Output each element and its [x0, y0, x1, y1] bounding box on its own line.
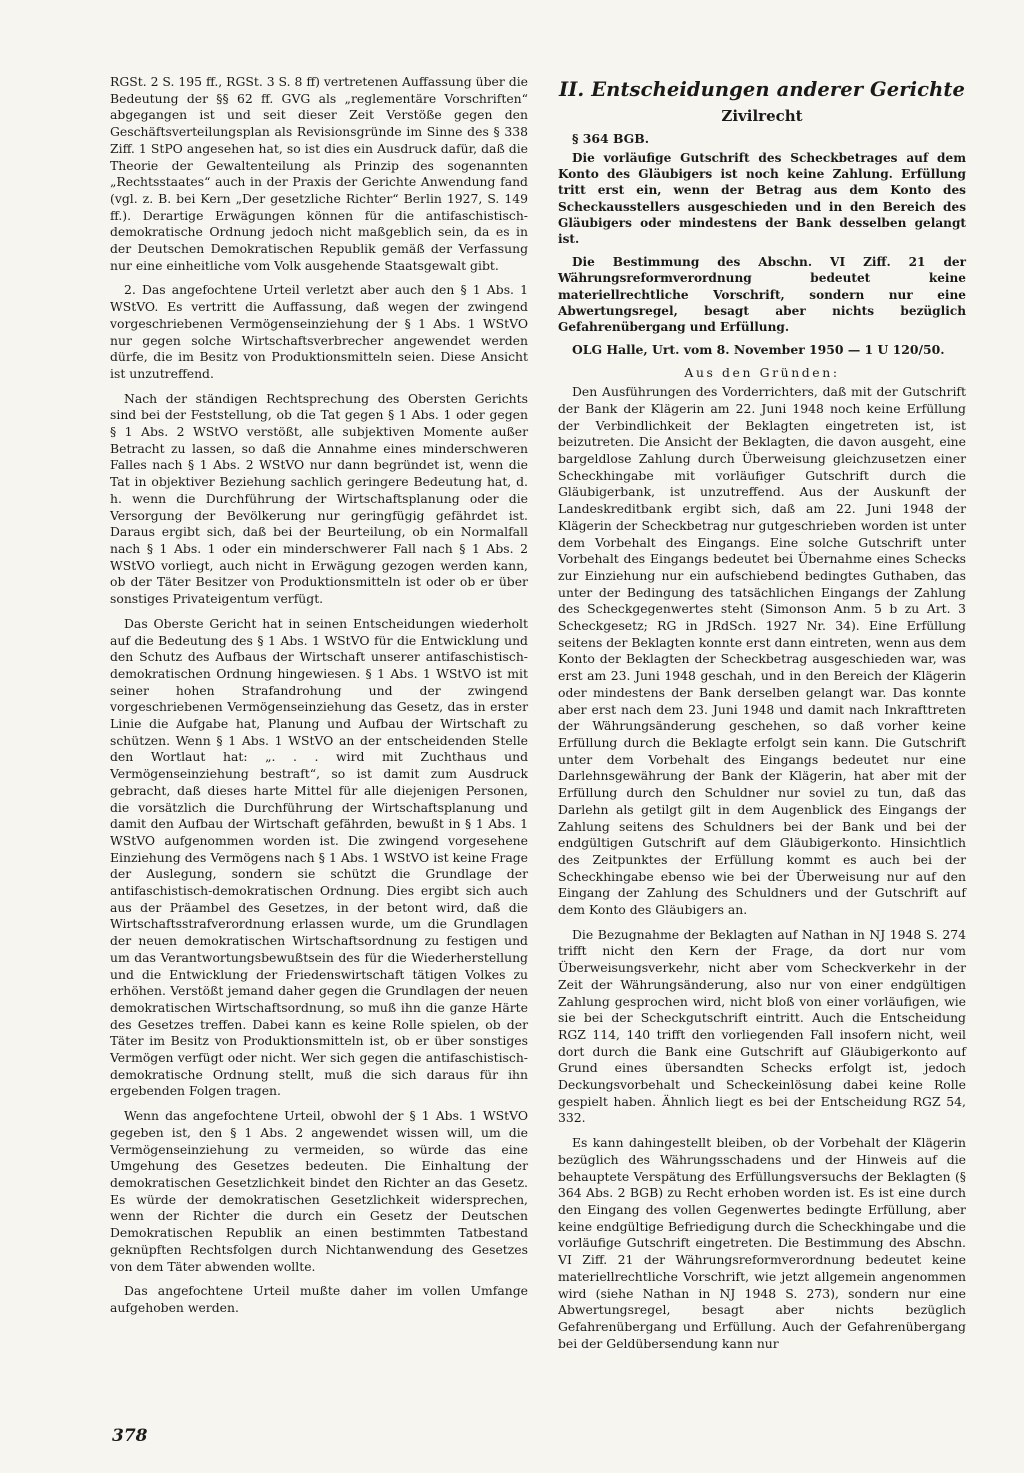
section-heading: II. Entscheidungen anderer Gerichte	[558, 78, 965, 101]
left-column	[110, 74, 528, 1325]
court-reference: OLG Halle, Urt. vom 8. November 1950 — 1 U 120/50.	[572, 342, 945, 358]
left-paragraph-5: Wenn das angefochtene Urteil, obwohl der § 1 Abs. 1 WStVO gegeben ist, den § 1 Abs. 2 angewendet wissen will, um die Vermögenseinziehung zu vermeiden, so würde das eine Umgehung des Gesetzes bedeuten. Die Einhaltung der demokratischen Gesetzlichkeit bindet den Richter an das Gesetz. Es würde der demokratischen Gesetzlichkeit widersprechen, wenn der Richter die durch ein Gesetz der Deutschen Demokratischen Republik an einen bestimmten Tatbestand geknüpften Rechtsfolgen durch Nichtanwendung des Gesetzes von dem Täter abwenden wollte.	[110, 1108, 528, 1274]
left-paragraph-2: 2. Das angefochtene Urteil verletzt aber auch den § 1 Abs. 1 WStVO. Es vertritt die Auffassung, daß wegen der zwingend vorgeschriebenen Vermögenseinziehung der § 1 Abs. 1 WStVO nur gegen solche Wirtschaftsverbrecher angewendet werden dürfe, die im Besitz von Produktionsmitteln seien. Diese Ansicht ist unzutreffend.	[110, 282, 528, 381]
right-paragraph-3: Es kann dahingestellt bleiben, ob der Vorbehalt der Klägerin bezüglich des Währungsschadens und der Hinweis auf die behauptete Verspätung des Erfüllungsversuchs der Beklagten (§ 364 Abs. 2 BGB) zu Recht erhoben worden ist. Es ist eine durch den Eingang des vollen Gegenwertes bedingte Erfüllung, aber keine endgültige Befriedigung durch die Scheckhingabe und die vorläufige Gutschrift eingetreten. Die Bestimmung des Abschn. VI Ziff. 21 der Währungsreformverordnung bedeutet keine materiellrechtliche Vorschrift, wie jetzt allgemein angenommen wird (siehe Nathan in NJ 1948 S. 273), sondern nur eine Abwertungsregel, besagt aber nichts bezüglich Gefahrenübergang und Erfüllung. Auch der Gefahrenübergang bei der Geldübersendung kann nur	[558, 1135, 966, 1351]
right-paragraph-2: Die Bezugnahme der Beklagten auf Nathan in NJ 1948 S. 274 trifft nicht den Kern der Frage, da dort nur vom Überweisungsverkehr, nicht aber vom Scheckverkehr in der Zeit der Währungsänderung, also nur von einer endgültigen Zahlung gesprochen wird, nicht bloß von einer vorläufigen, wie sie bei der Scheckgutschrift eintritt. Auch die Entscheidung RGZ 114, 140 trifft den vorliegenden Fall insofern nicht, weil dort durch die Bank eine Gutschrift auf Gläubigerkonto auf Grund eines übersandten Schecks erfolgt ist, jedoch Deckungsvorbehalt und Scheckeinlösung dabei keine Rolle gespielt haben. Ähnlich liegt es bei der Entscheidung RGZ 54, 332.	[558, 926, 966, 1126]
right-column	[558, 74, 966, 1360]
right-paragraph-1: Den Ausführungen des Vorderrichters, daß mit der Gutschrift der Bank der Klägerin am 22. Juni 1948 noch keine Erfüllung der Verbindlichkeit der Beklagten eingetreten ist, ist beizutreten. Die Ansicht der Beklagten, die davon ausgeht, eine bargeldlose Zahlung durch Überweisung gleichzusetzen einer Scheckhingabe mit vorläufiger Gutschrift durch die Gläubigerbank, ist unzutreffend. Aus der Auskunft der Landeskreditbank ergibt sich, daß am 22. Juni 1948 der Klägerin der Scheckbetrag nur gutgeschrieben worden ist unter dem Vorbehalt des Eingangs. Eine solche Gutschrift unter Vorbehalt des Eingangs bedeutet bei Übernahme eines Schecks zur Einziehung nur ein aufschiebend bedingtes Guthaben, das unter der Bedingung des tatsächlichen Eingangs der Zahlung des Scheckgegenwertes steht (Simonson Anm. 5 b zu Art. 3 Scheckgesetz; RG in JRdSch. 1927 Nr. 34). Eine Erfüllung seitens der Beklagten konnte erst dann eintreten, wenn aus dem Konto der Beklagten der Scheckbetrag ausgeschieden war, was erst am 23. Juni 1948 geschah, und in den Bereich der Klägerin oder mindestens der Bank derselben gelangt war. Das konnte aber erst nach dem 23. Juni 1948 und damit nach Inkrafttreten der Währungsänderung geschehen, so daß vorher keine Erfüllung durch die Beklagte erfolgt sein kann. Die Gutschrift unter dem Vorbehalt des Eingangs bedeutet nur eine Darlehnsgewährung der Bank der Klägerin, hat aber mit der Erfüllung durch den Schuldner nur soviel zu tun, daß das Darlehn als getilgt gilt in dem Augenblick des Eingangs der Zahlung seitens des Schuldners bei der Bank und bei der endgültigen Gutschrift auf dem Gläubigerkonto. Hinsichtlich des Zeitpunktes der Erfüllung kommt es auch bei der Scheckhingabe ebenso wie bei der Überweisung nur auf den Eingang der Zahlung des Schuldners und der Gutschrift auf dem Konto des Gläubigers an.	[558, 384, 966, 918]
headnote-1: Die vorläufige Gutschrift des Scheckbetrages auf dem Konto des Gläubigers ist noch keine Zahlung. Erfüllung tritt erst ein, wenn der Betrag aus dem Konto des Scheckausstellers ausgeschieden und in den Bereich des Gläubigers oder mindestens der Bank desselben gelangt ist.	[558, 151, 966, 247]
sub-heading: Zivilrecht	[721, 107, 803, 125]
page-number: 378	[112, 1426, 148, 1446]
reasons-heading: Aus den Gründen:	[684, 365, 840, 381]
headnote-2: Die Bestimmung des Abschn. VI Ziff. 21 der Währungsreformverordnung bedeutet keine materiellrechtliche Vorschrift, sondern nur eine Abwertungsregel, besagt aber nichts bezüglich Gefahrenübergang und Erfüllung.	[558, 255, 966, 335]
left-paragraph-3: Nach der ständigen Rechtsprechung des Obersten Gerichts sind bei der Feststellung, ob die Tat gegen § 1 Abs. 1 oder gegen § 1 Abs. 2 WStVO verstößt, alle subjektiven Momente außer Betracht zu lassen, so daß die Annahme eines minderschweren Falles nach § 1 Abs. 2 WStVO nur dann begründet ist, wenn die Tat in objektiver Beziehung sachlich geringere Bedeutung hat, d. h. wenn die Durchführung der Wirtschaftsplanung oder die Versorgung der Bevölkerung nur geringfügig gefährdet ist. Daraus ergibt sich, daß bei der Beurteilung, ob ein Normalfall nach § 1 Abs. 1 oder ein minderschwerer Fall nach § 1 Abs. 2 WStVO vorliegt, auch nicht in Erwägung gezogen werden kann, ob der Täter Besitzer von Produktionsmitteln ist oder ob er über sonstiges Privateigentum verfügt.	[110, 390, 528, 607]
left-paragraph-6: Das angefochtene Urteil mußte daher im vollen Umfange aufgehoben werden.	[110, 1283, 528, 1315]
statute-citation: § 364 BGB.	[572, 131, 650, 146]
left-paragraph-1: RGSt. 2 S. 195 ff., RGSt. 3 S. 8 ff) vertretenen Auffassung über die Bedeutung der §§ 62 ff. GVG als „reglementäre Vorschriften“ abgegangen ist und seit dieser Zeit Verstöße gegen den Geschäftsverteilungsplan als Revisionsgründe im Sinne des § 338 Ziff. 1 StPO angesehen hat, so ist dies ein Ausdruck dafür, daß die Theorie der Gewaltenteilung als Prinzip des sogenannten „Rechtsstaates“ auch in der Praxis der Gerichte Anwendung fand (vgl. z. B. bei Kern „Der gesetzliche Richter“ Berlin 1927, S. 149 ff.). Derartige Erwägungen können für die antifaschistisch-demokratische Ordnung jedoch nicht maßgeblich sein, da es in der Deutschen Demokratischen Republik gemäß der Verfassung nur eine einheitliche vom Volk ausgehende Staatsgewalt gibt.	[110, 74, 528, 273]
left-paragraph-4: Das Oberste Gericht hat in seinen Entscheidungen wiederholt auf die Bedeutung des § 1 Abs. 1 WStVO für die Entwicklung und den Schutz des Aufbaus der Wirtschaft unserer antifaschistisch-demokratischen Ordnung hingewiesen. § 1 Abs. 1 WStVO ist mit seiner hohen Strafandrohung und der zwingend vorgeschriebenen Vermögenseinziehung das Gesetz, das in erster Linie die Aufgabe hat, Planung und Aufbau der Wirtschaft zu schützen. Wenn § 1 Abs. 1 WStVO an der entscheidenden Stelle den Wortlaut hat: „. . . wird mit Zuchthaus und Vermögenseinziehung bestraft“, so ist damit zum Ausdruck gebracht, daß dieses harte Mittel für alle diejenigen Personen, die vorsätzlich die Durchführung der Wirtschaftsplanung und damit den Aufbau der Wirtschaft gefährden, bewußt in § 1 Abs. 1 WStVO aufgenommen worden ist. Die zwingend vorgesehene Einziehung des Vermögens nach § 1 Abs. 1 WStVO ist keine Frage der Auslegung, sondern sie schützt die Grundlage der antifaschistisch-demokratischen Ordnung. Dies ergibt sich auch aus der Präambel des Gesetzes, in der betont wird, daß die Wirtschaftsstrafverordnung erlassen wurde, um die Grundlagen der neuen demokratischen Wirtschaftsordnung zu festigen und um das Verantwortungsbewußtsein des für die Wiederherstellung und die Entwicklung der Friedenswirtschaft tätigen Volkes zu erhöhen. Verstößt jemand daher gegen die Grundlagen der neuen demokratischen Wirtschaftsordnung, so muß ihn die ganze Härte des Gesetzes treffen. Dabei kann es keine Rolle spielen, ob der Täter im Besitz von Produktionsmitteln ist, ob er über sonstiges Vermögen verfügt oder nicht. Wer sich gegen die antifaschistisch-demokratische Ordnung stellt, muß die sich daraus für ihn ergebenden Folgen tragen.	[110, 615, 528, 1099]
